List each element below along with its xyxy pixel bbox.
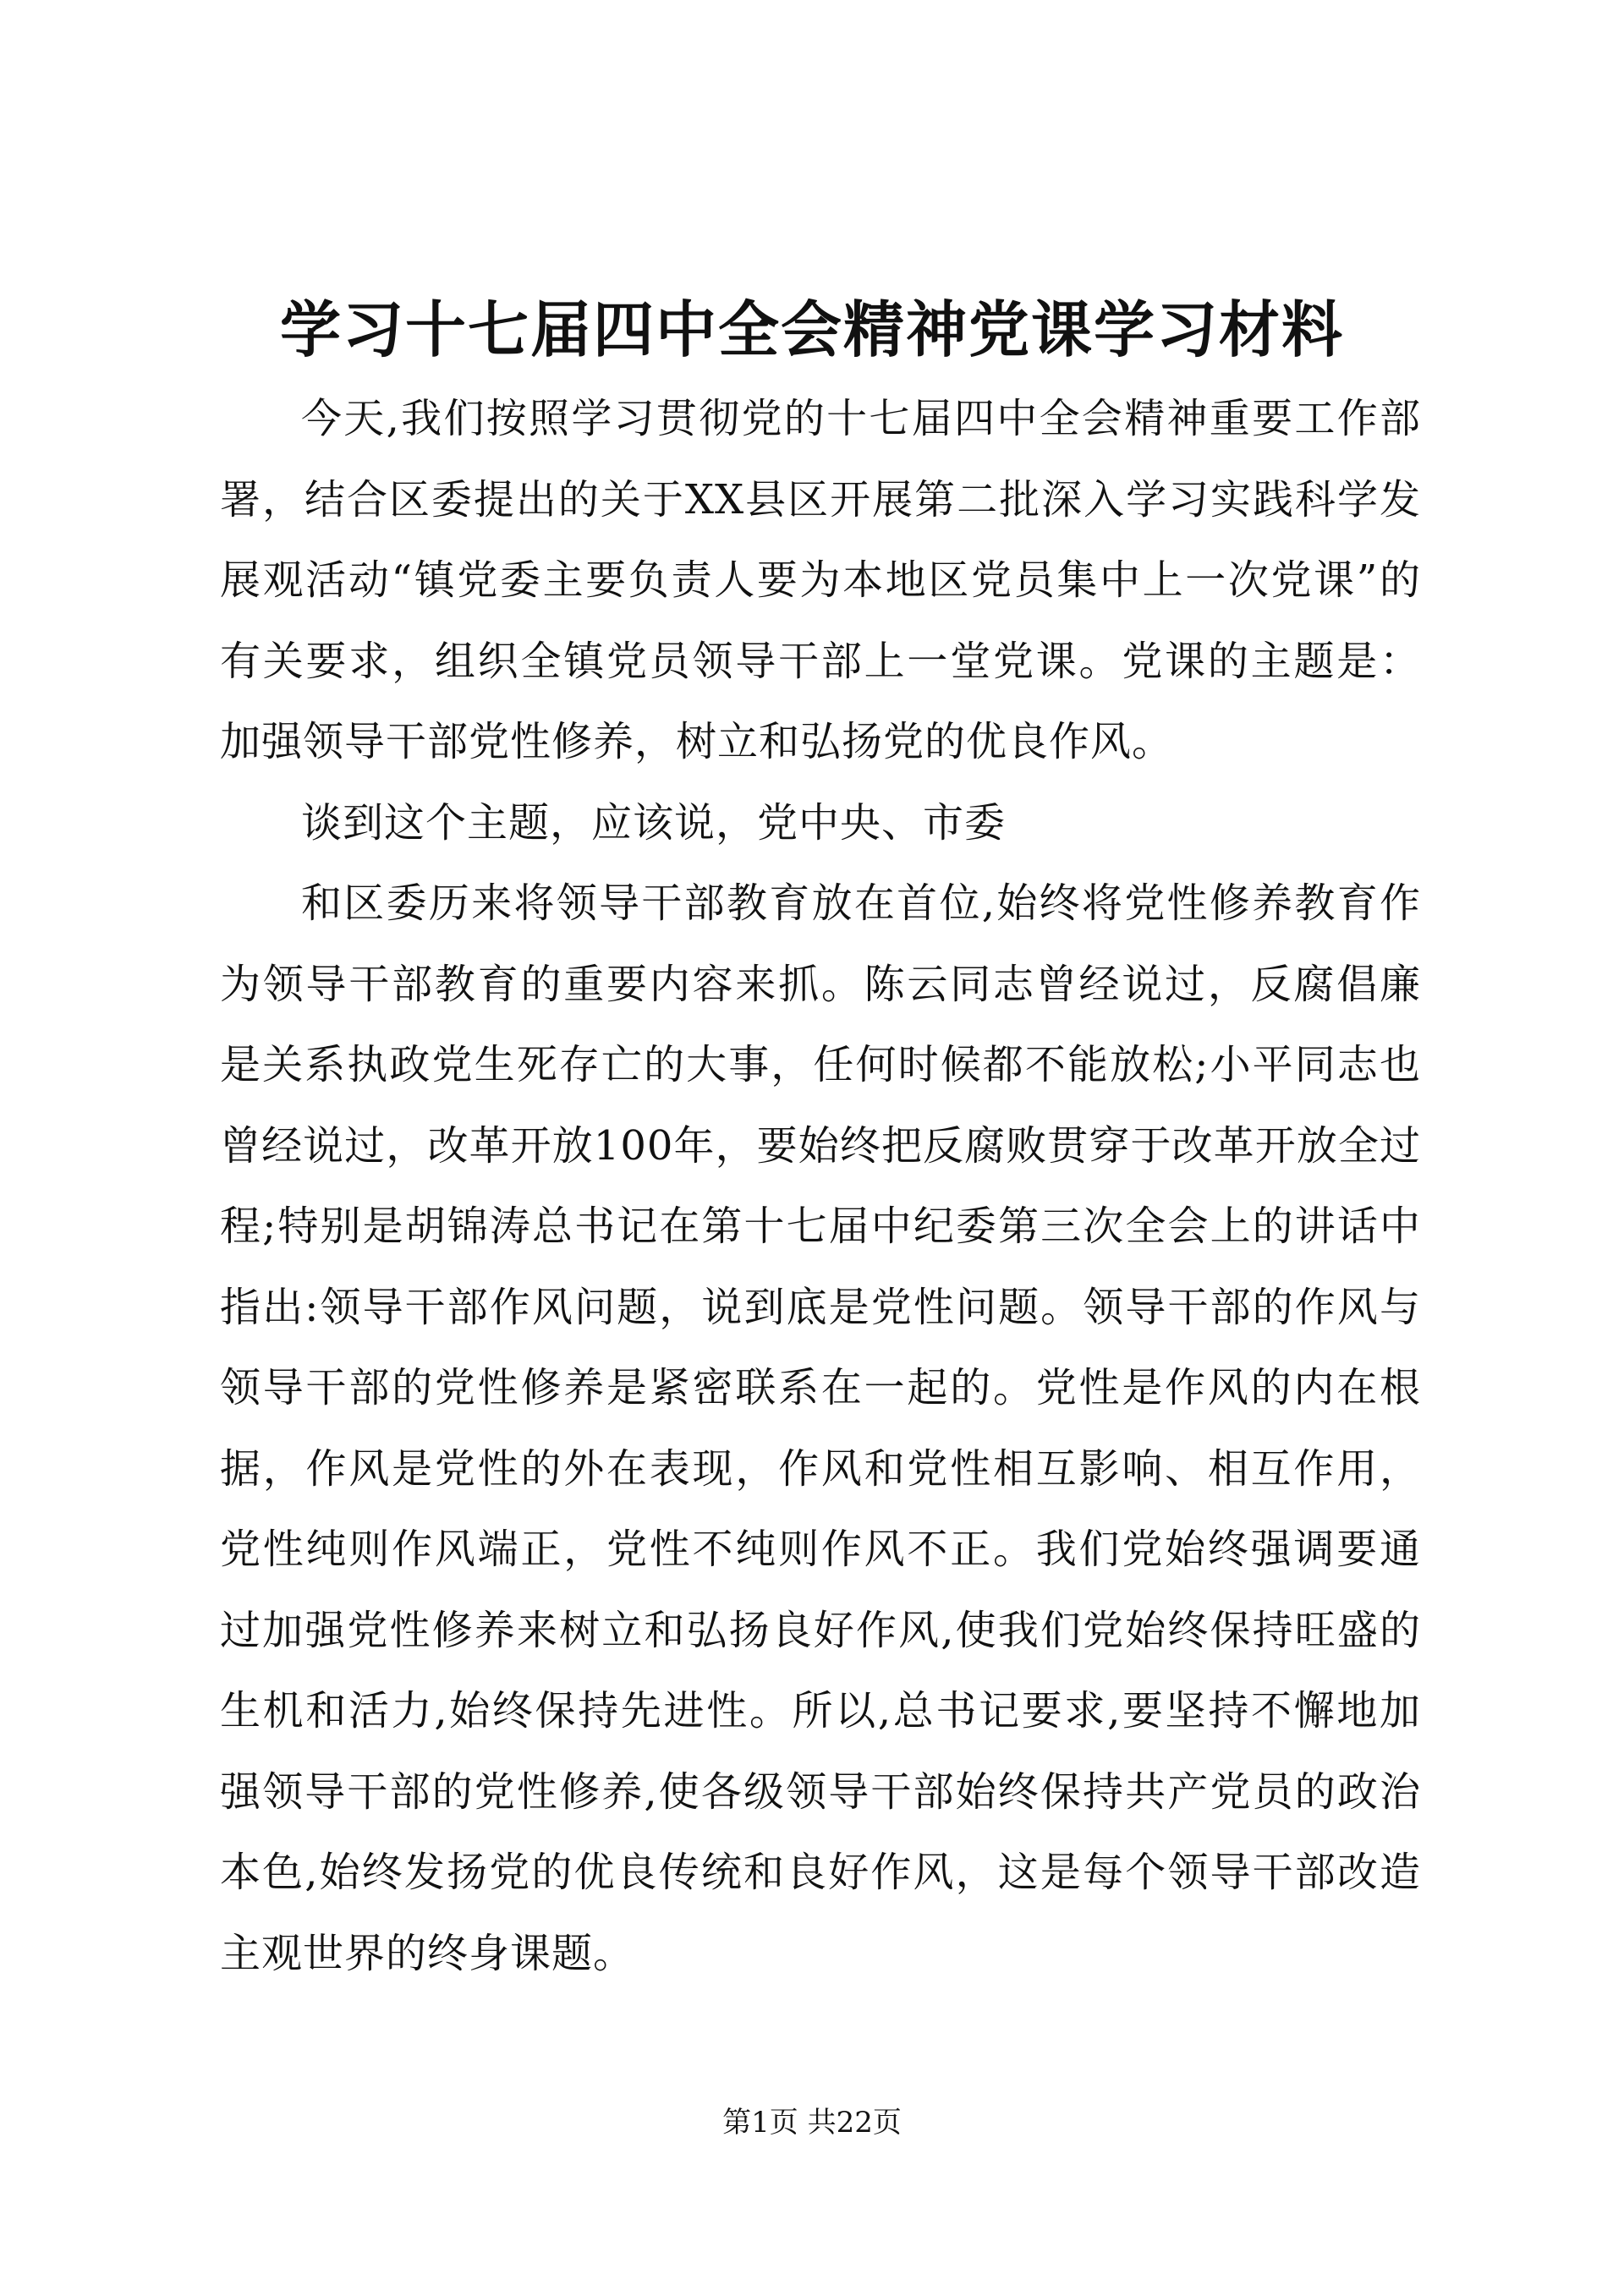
page-number-footer: 第1页 共22页 <box>722 2106 902 2140</box>
paragraph-2: 谈到这个主题，应该说，党中央、市委 <box>301 798 1007 847</box>
paragraph-1: 今天,我们按照学习贯彻党的十七届四中全会精神重要工作部署，结合区委提出的关于XX县区开展第二批深入学习实践科学发展观活动“镇党委主要负责人要为本地区党员集中上一次党课”的有关要求，组织全镇党员领导干部上一堂党课。党课的主题是：加强领导干部党性修养，树立和弘扬党的优良作风。 <box>220 395 1421 765</box>
document-title: 学习十七届四中全会精神党课学习材料 <box>279 293 1344 365</box>
document-body <box>220 379 1421 1994</box>
paragraph-3: 和区委历来将领导干部教育放在首位,始终将党性修养教育作为领导干部教育的重要内容来抓。陈云同志曾经说过，反腐倡廉是关系执政党生死存亡的大事，任何时候都不能放松;小平同志也曾经说过，改革开放100年，要始终把反腐败贯穿于改革开放全过程;特别是胡锦涛总书记在第十七届中纪委第三次全会上的讲话中指出:领导干部作风问题，说到底是党性问题。领导干部的作风与领导干部的党性修养是紧密联系在一起的。党性是作风的内在根据，作风是党性的外在表现，作风和党性相互影响、相互作用，党性纯则作风端正，党性不纯则作风不正。我们党始终强调要通过加强党性修养来树立和弘扬良好作风,使我们党始终保持旺盛的生机和活力,始终保持先进性。所以,总书记要求,要坚持不懈地加强领导干部的党性修养,使各级领导干部始终保持共产党员的政治本色,始终发扬党的优良传统和良好作风，这是每个领导干部改造主观世界的终身课题。 <box>220 879 1421 1977</box>
